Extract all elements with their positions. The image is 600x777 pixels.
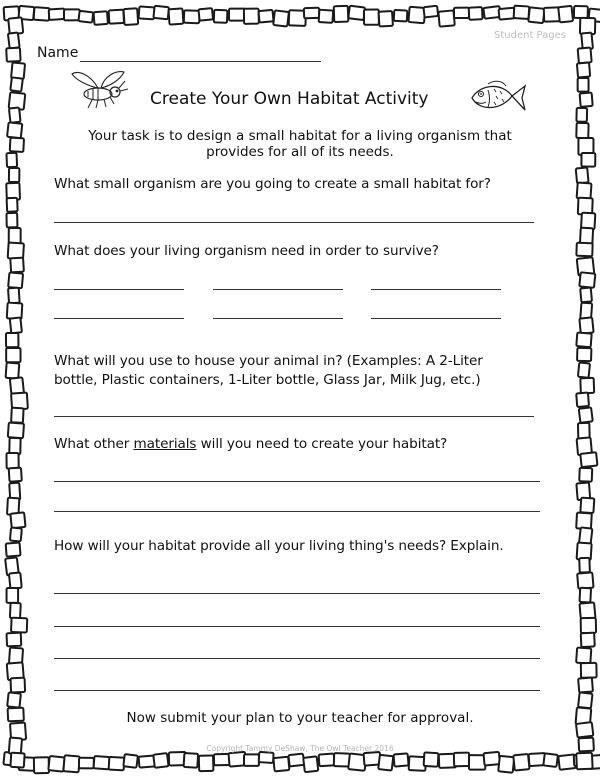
question-4-after: will you need to create your habitat? xyxy=(196,436,448,452)
answer-line-q1[interactable] xyxy=(54,222,534,223)
answer-line-q2-a[interactable] xyxy=(54,289,184,290)
question-3-line-2: bottle, Plastic containers, 1-Liter bottle, Glass Jar, Milk Jug, etc.) xyxy=(54,372,481,388)
answer-line-q2-c[interactable] xyxy=(371,289,501,290)
answer-line-q5-c[interactable] xyxy=(54,658,540,659)
question-4-materials: materials xyxy=(133,436,197,452)
question-2: What does your living organism need in order to survive? xyxy=(54,243,439,259)
answer-line-q2-e[interactable] xyxy=(213,318,343,319)
question-1: What small organism are you going to create a small habitat for? xyxy=(54,176,491,192)
name-label: Name xyxy=(37,45,79,61)
answer-line-q3[interactable] xyxy=(54,416,534,417)
name-field[interactable] xyxy=(80,61,321,62)
answer-line-q2-f[interactable] xyxy=(371,318,501,319)
answer-line-q5-d[interactable] xyxy=(54,690,540,691)
intro-line-2: provides for all of its needs. xyxy=(206,144,394,160)
intro-line-1: Your task is to design a small habitat for a living organism that xyxy=(88,128,512,144)
page-title: Create Your Own Habitat Activity xyxy=(150,89,429,109)
answer-line-q2-b[interactable] xyxy=(213,289,343,290)
answer-line-q5-a[interactable] xyxy=(54,593,540,594)
fish-icon xyxy=(468,78,528,118)
answer-line-q4-b[interactable] xyxy=(54,511,540,512)
student-pages-tag: Student Pages xyxy=(494,30,566,41)
answer-line-q4-a[interactable] xyxy=(54,481,540,482)
submit-instruction: Now submit your plan to your teacher for approval. xyxy=(126,710,474,726)
answer-line-q5-b[interactable] xyxy=(54,626,540,627)
answer-line-q2-d[interactable] xyxy=(54,318,184,319)
question-4 xyxy=(54,436,447,452)
copyright-text: Copyright Tammy DeShaw, The Owl Teacher 2016 xyxy=(206,744,394,753)
question-3-line-1: What will you use to house your animal in? (Examples: A 2-Liter xyxy=(54,353,483,369)
question-4-before: What other xyxy=(54,436,134,452)
fly-icon xyxy=(68,68,134,110)
question-5: How will your habitat provide all your living thing's needs? Explain. xyxy=(54,538,504,554)
